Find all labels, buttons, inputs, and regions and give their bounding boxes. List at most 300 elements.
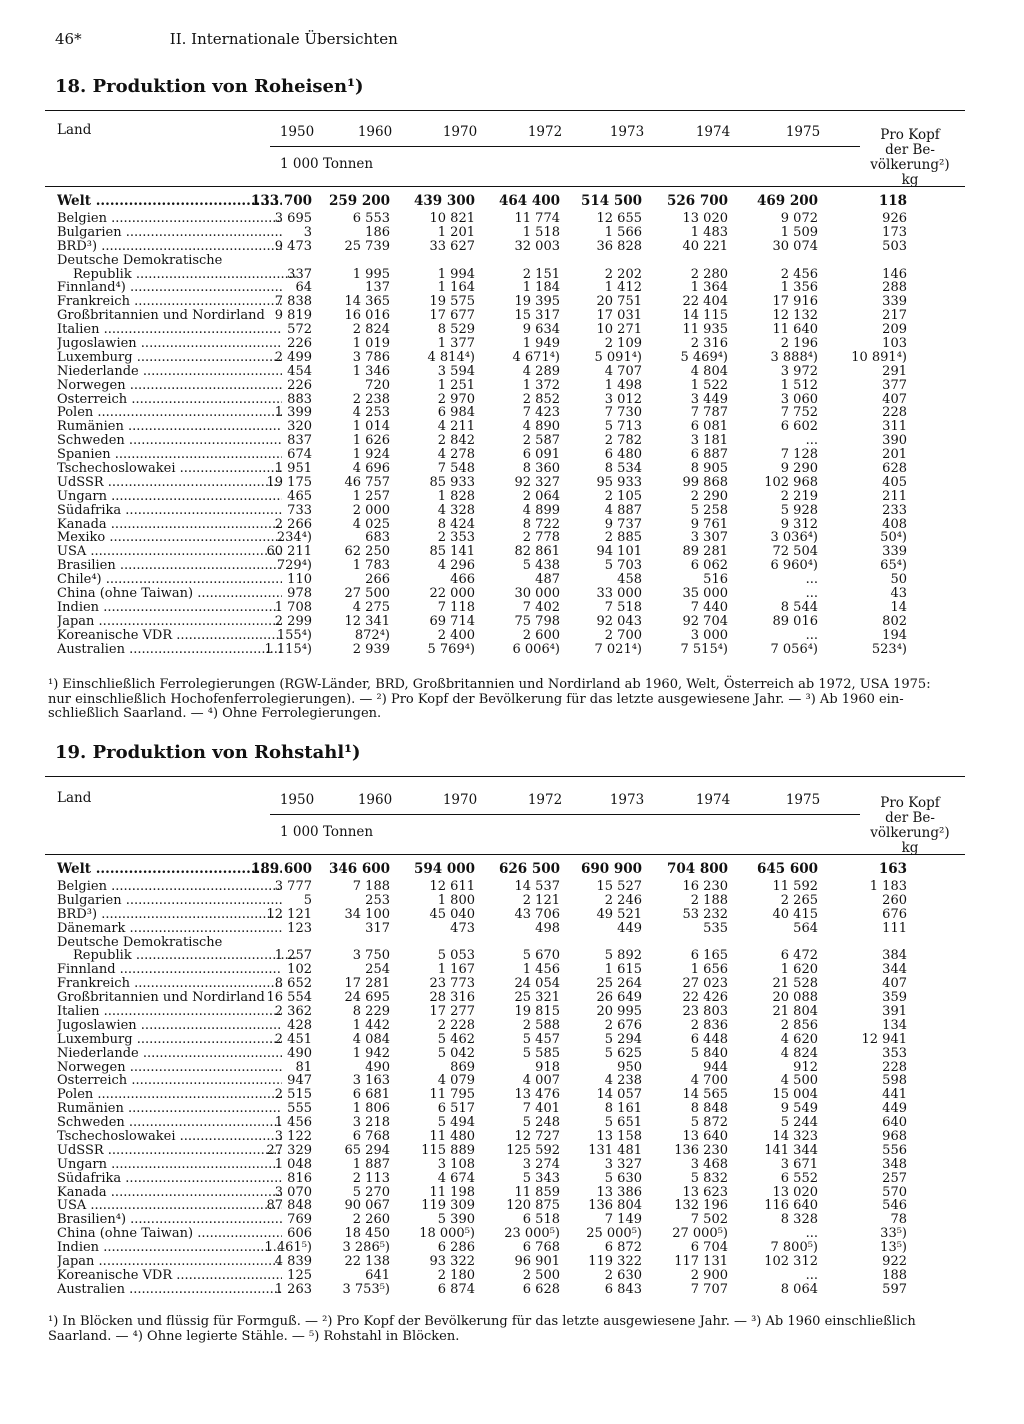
table-row [45,894,965,908]
cell-value: 7 440 [690,599,728,615]
cell-value: 4 890 [522,419,560,435]
cell-value: 1 951 [274,461,312,477]
cell-value: 234⁴) [276,530,312,546]
cell-value: 947 [287,1073,312,1089]
cell-prokopf: 348 [882,1156,907,1172]
footnote: schließlich Saarland. — ⁴) Ohne Ferrolegierungen. [48,706,382,721]
table-row [45,1088,965,1102]
cell-value: 6 681 [352,1087,390,1103]
cell-value: 5 438 [522,558,560,574]
cell-value: 1 828 [437,488,475,504]
table-row [45,1033,965,1047]
row-label: Italien ..... [57,1005,282,1019]
cell-value: 92 704 [682,613,728,629]
cell-value: 535 [703,920,728,936]
cell-value: 6 091 [522,447,560,463]
footnote: ¹) In Blöcken und flüssig für Formguß. — ²) Pro Kopf der Bevölkerung für das letzte ausgewiesene Jahr. — ³) Ab 1960 einschließlich [48,1314,916,1329]
cell-value: 514 500 [580,193,642,209]
footnote: nur einschließlich Hochofenferrolegierungen). — ²) Pro Kopf der Bevölkerung für das letzte ausgewiesene Jahr. — ³) Ab 1960 ein- [48,691,904,707]
table-row [45,922,965,936]
cell-value: 4 084 [352,1031,390,1047]
cell-value: 4 025 [352,516,390,532]
cell-value: 1 412 [604,280,642,296]
row-label: BRD³) ..... [57,908,282,922]
cell-value: 8 652 [274,976,312,992]
cell-value: 27 329 [266,1142,312,1158]
cell-value: 2 180 [437,1267,475,1283]
cell-value: 11 592 [772,879,818,894]
cell-value: 46 757 [344,474,390,490]
cell-value: 2 700 [604,627,642,643]
prokopf-line: kg [901,840,919,856]
cell-value: 8 424 [437,516,475,532]
table-row [45,1213,965,1227]
cell-prokopf: 209 [882,322,907,338]
cell-prokopf: 211 [882,488,907,504]
cell-value: 18 450 [344,1226,390,1242]
year-header: 1950 [279,124,315,140]
cell-value: 950 [617,1059,642,1075]
cell-value: 6 448 [690,1031,728,1047]
cell-value: 2 290 [690,488,728,504]
cell-value: 5 258 [690,502,728,518]
cell-value: 14 565 [682,1087,728,1103]
cell-prokopf: 407 [882,976,907,992]
cell-value: 1 522 [690,377,728,393]
cell-prokopf: 628 [882,461,907,477]
cell-value: 13 386 [596,1184,642,1200]
cell-prokopf: 65⁴) [880,558,907,574]
cell-value: 17 916 [772,294,818,310]
cell-value: 1 356 [780,280,818,296]
cell-value: 14 057 [596,1087,642,1103]
cell-value: 490 [365,1059,390,1075]
table-row-world [45,190,965,212]
cell-value: 6 768 [352,1129,390,1145]
cell-value: 337 [287,266,312,282]
cell-value: 3 218 [352,1115,390,1131]
cell-value: 33 627 [429,238,475,254]
cell-value: 3 012 [604,391,642,407]
cell-value: 132 196 [674,1198,728,1214]
cell-value: 2 238 [352,391,390,407]
table-row [45,351,965,365]
cell-prokopf: 163 [878,861,907,877]
cell-value: 454 [287,363,312,379]
row-label: Polen ..... [57,1088,282,1102]
cell-value: 64 [295,280,312,296]
cell-value: 555 [287,1101,312,1117]
row-label: Jugoslawien ..... [57,337,282,351]
cell-value: 1 512 [780,377,818,393]
cell-value: 60 211 [266,544,312,560]
cell-value: 12 655 [596,211,642,226]
table-row [45,337,965,351]
cell-value: 7 707 [690,1281,728,1297]
cell-value: 1 800 [437,892,475,908]
cell-value: 3 060 [780,391,818,407]
cell-value: ... [805,1226,818,1242]
table-row [45,601,965,615]
cell-value: 4 296 [437,558,475,574]
cell-value: 14 365 [344,294,390,310]
cell-prokopf: 597 [882,1281,907,1297]
cell-value: 6 517 [437,1101,475,1117]
table-row [45,1047,965,1061]
cell-value: 12 611 [429,879,475,894]
cell-value: 1 620 [780,962,818,978]
cell-value: 25 321 [514,990,560,1006]
cell-value: 7 730 [604,405,642,421]
cell-value: 1 115⁴) [264,641,312,657]
cell-prokopf: 926 [882,211,907,226]
cell-value: 5 469⁴) [680,349,728,365]
row-label: Italien ..... [57,323,282,337]
cell-value: 5 892 [604,948,642,964]
cell-value: 25 264 [596,976,642,992]
cell-value: 1 346 [352,363,390,379]
cell-value: 8 161 [604,1101,642,1117]
cell-value: 3 753⁵) [342,1281,390,1297]
cell-value: 2 451 [274,1031,312,1047]
cell-value: 116 640 [764,1198,818,1214]
cell-prokopf: 391 [882,1004,907,1020]
cell-value: 8 229 [352,1004,390,1020]
cell-value: 9 761 [690,516,728,532]
cell-value: 1 615 [604,962,642,978]
cell-value: ... [805,433,818,449]
cell-value: 5 457 [522,1031,560,1047]
cell-value: 5 462 [437,1031,475,1047]
cell-value: 2 836 [690,1017,728,1033]
cell-value: 1 364 [690,280,728,296]
cell-value: 11 935 [682,322,728,338]
year-header: 1974 [695,792,731,808]
cell-value: 16 230 [682,879,728,894]
row-label: Ungarn ..... [57,490,282,504]
cell-value: 8 529 [437,322,475,338]
cell-value: 1 048 [274,1156,312,1172]
cell-value: ... [805,1267,818,1283]
table-row [45,518,965,532]
cell-value: 8 722 [522,516,560,532]
row-label: Belgien ..... [57,880,282,894]
table-row [45,1130,965,1144]
row-label: Österreich ..... [57,1074,282,1088]
row-label: Südafrika ..... [57,504,282,518]
cell-value: 3 671 [780,1156,818,1172]
cell-value: 4 007 [522,1073,560,1089]
cell-value: 8 328 [780,1212,818,1228]
cell-value: 5 630 [604,1170,642,1186]
cell-value: 733 [287,502,312,518]
year-header: 1972 [527,792,563,808]
cell-value: 7 800⁵) [770,1240,818,1256]
cell-value: 253 [365,892,390,908]
cell-value: 155⁴) [276,627,312,643]
table-row [45,559,965,573]
cell-value: 4 824 [780,1045,818,1061]
cell-value: 1 263 [274,1281,312,1297]
cell-value: 872⁴) [354,627,390,643]
table-row [45,977,965,991]
row-label: Welt ..... [57,190,282,212]
table-row [45,309,965,323]
table-row [45,281,965,295]
cell-value: 3 468 [690,1156,728,1172]
table18-footnotes [48,678,968,722]
cell-value: 2 228 [437,1017,475,1033]
cell-value: 11 774 [514,211,560,226]
table-row [45,587,965,601]
table-row [45,545,965,559]
row-label: China (ohne Taiwan) ..... [57,1227,282,1241]
row-label: Dänemark ..... [57,922,282,936]
cell-value: 4 839 [274,1254,312,1270]
row-label: Finnland⁴) ..... [57,281,282,295]
cell-value: 10 271 [596,322,642,338]
cell-value: 62 250 [344,544,390,560]
cell-value: 102 [287,962,312,978]
cell-prokopf: 233 [882,502,907,518]
cell-value: 6 704 [690,1240,728,1256]
cell-value: 674 [287,447,312,463]
year-header: 1970 [442,792,478,808]
table-row [45,1061,965,1075]
cell-value: 869 [450,1059,475,1075]
cell-value: 2 266 [274,516,312,532]
cell-value: 1 924 [352,447,390,463]
cell-value: 5 872 [690,1115,728,1131]
cell-value: 120 875 [506,1198,560,1214]
cell-value: 35 000 [682,586,728,602]
cell-prokopf: 407 [882,391,907,407]
cell-value: 3 070 [274,1184,312,1200]
cell-value: 645 600 [756,861,818,877]
year-header: 1972 [527,124,563,140]
cell-prokopf: 449 [882,1101,907,1117]
cell-value: 34 100 [344,906,390,922]
cell-value: 465 [287,488,312,504]
cell-value: 1 456 [274,1115,312,1131]
cell-value: 7 838 [274,294,312,310]
cell-value: 626 500 [498,861,560,877]
cell-value: 6 081 [690,419,728,435]
cell-value: 2 515 [274,1087,312,1103]
cell-value: 4 700 [690,1073,728,1089]
cell-value: 2 064 [522,488,560,504]
cell-value: 14 537 [514,879,560,894]
cell-prokopf: 201 [882,447,907,463]
cell-value: 4 211 [437,419,475,435]
cell-value: 4 500 [780,1073,818,1089]
table-row [45,476,965,490]
table-row [45,615,965,629]
cell-value: 320 [287,419,312,435]
row-label: Kanada ..... [57,1186,282,1200]
table19 [45,776,965,1311]
cell-value: ... [805,586,818,602]
cell-value: 20 995 [596,1004,642,1020]
prokopf-line: Pro Kopf [880,795,940,811]
cell-prokopf: 111 [882,920,907,936]
cell-value: 3 449 [690,391,728,407]
table-row [45,643,965,657]
row-label: Schweden ..... [57,434,282,448]
cell-value: 1 566 [604,224,642,240]
row-label: Koreanische VDR ..... [57,629,282,643]
row-label: USA ..... [57,1199,282,1213]
cell-value: 85 141 [429,544,475,560]
cell-prokopf: 134 [882,1017,907,1033]
cell-value: 13 476 [514,1087,560,1103]
cell-prokopf: 1 183 [869,879,907,894]
cell-prokopf: 14 [890,599,907,615]
cell-value: 2 246 [604,892,642,908]
cell-value: 20 751 [596,294,642,310]
year-header: 1973 [609,124,645,140]
table-row [45,1005,965,1019]
cell-prokopf: 78 [890,1212,907,1228]
cell-value: 526 700 [666,193,728,209]
cell-value: 1 461⁵) [264,1240,312,1256]
table-row [45,1227,965,1241]
cell-value: 2 105 [604,488,642,504]
cell-value: 9 072 [780,211,818,226]
cell-value: 3 181 [690,433,728,449]
cell-value: 14 115 [682,308,728,324]
cell-prokopf: 377 [882,377,907,393]
cell-value: 428 [287,1017,312,1033]
cell-value: 7 502 [690,1212,728,1228]
row-label: Luxemburg ..... [57,1033,282,1047]
cell-prokopf: 12 941 [861,1031,907,1047]
cell-value: 45 040 [429,906,475,922]
cell-value: 2 316 [690,336,728,352]
cell-value: 12 727 [514,1129,560,1145]
cell-value: 3 888⁴) [770,349,818,365]
cell-prokopf: 311 [882,419,907,435]
table-row [45,1116,965,1130]
cell-prokopf: 13⁵) [880,1240,907,1256]
cell-value: 110 [287,572,312,588]
table-row [45,420,965,434]
cell-value: 2 121 [522,892,560,908]
row-label: Großbritannien und Nordirland [57,991,265,1006]
cell-value: 2 299 [274,613,312,629]
cell-value: 1 257 [352,488,390,504]
cell-value: 3 972 [780,363,818,379]
row-label: Kanada ..... [57,518,282,532]
row-label: Koreanische VDR ..... [57,1269,282,1283]
cell-value: 2 587 [522,433,560,449]
cell-value: 87 848 [266,1198,312,1214]
table-row [45,1186,965,1200]
cell-value: 5 091⁴) [594,349,642,365]
cell-prokopf: 384 [882,948,907,964]
cell-value: 918 [535,1059,560,1075]
cell-value: 7 401 [522,1101,560,1117]
cell-value: 3 307 [690,530,728,546]
cell-value: 473 [450,920,475,936]
table-row [45,1158,965,1172]
cell-value: 4 328 [437,502,475,518]
cell-value: 5 270 [352,1184,390,1200]
cell-value: 24 695 [344,990,390,1006]
cell-value: 13 020 [772,1184,818,1200]
chapter-title: II. Internationale Übersichten [169,30,398,48]
cell-value: 14 323 [772,1129,818,1145]
cell-value: 1 442 [352,1017,390,1033]
cell-value: 1 994 [437,266,475,282]
cell-value: 1 257 [274,948,312,964]
row-label: Brasilien⁴) ..... [57,1213,282,1227]
cell-value: 8 544 [780,599,818,615]
cell-value: 3 163 [352,1073,390,1089]
cell-value: 837 [287,433,312,449]
cell-value: 102 312 [764,1254,818,1270]
cell-value: 36 828 [596,238,642,254]
cell-value: 11 859 [514,1184,560,1200]
cell-value: 13 158 [596,1129,642,1145]
cell-prokopf: 968 [882,1129,907,1145]
cell-value: 2 900 [690,1267,728,1283]
row-label: Schweden ..... [57,1116,282,1130]
cell-value: 6 472 [780,948,818,964]
table-row [45,212,965,226]
cell-value: 4 674 [437,1170,475,1186]
cell-value: 8 064 [780,1281,818,1297]
cell-value: 266 [365,572,390,588]
cell-value: 11 480 [429,1129,475,1145]
cell-value: 944 [703,1059,728,1075]
cell-value: 17 277 [429,1004,475,1020]
cell-value: 5 244 [780,1115,818,1131]
prokopf-line: Pro Kopf [880,127,940,143]
cell-value: 3 750 [352,948,390,964]
cell-value: 119 322 [588,1254,642,1270]
cell-value: 490 [287,1045,312,1061]
cell-prokopf: 291 [882,363,907,379]
row-label: Norwegen ..... [57,379,282,393]
cell-value: 7 149 [604,1212,642,1228]
cell-value: 27 000⁵) [672,1226,728,1242]
cell-value: 641 [365,1267,390,1283]
cell-value: 90 067 [344,1198,390,1214]
cell-value: 1 456 [522,962,560,978]
cell-value: 4 079 [437,1073,475,1089]
cell-value: 6 165 [690,948,728,964]
cell-value: 49 521 [596,906,642,922]
cell-value: 8 905 [690,461,728,477]
cell-value: 1 708 [274,599,312,615]
cell-value: 6 887 [690,447,728,463]
cell-value: 82 861 [514,544,560,560]
table-row [45,504,965,518]
cell-value: 2 196 [780,336,818,352]
cell-value: 137 [365,280,390,296]
cell-value: 2 499 [274,349,312,365]
cell-value: 3 036⁴) [770,530,818,546]
cell-value: 1 014 [352,419,390,435]
cell-value: 1 498 [604,377,642,393]
cell-value: 5 042 [437,1045,475,1061]
cell-prokopf: 50 [890,572,907,588]
row-label: Deutsche Demokratische [57,253,223,268]
cell-value: 95 933 [596,474,642,490]
cell-value: 13 623 [682,1184,728,1200]
cell-value: 5 494 [437,1115,475,1131]
